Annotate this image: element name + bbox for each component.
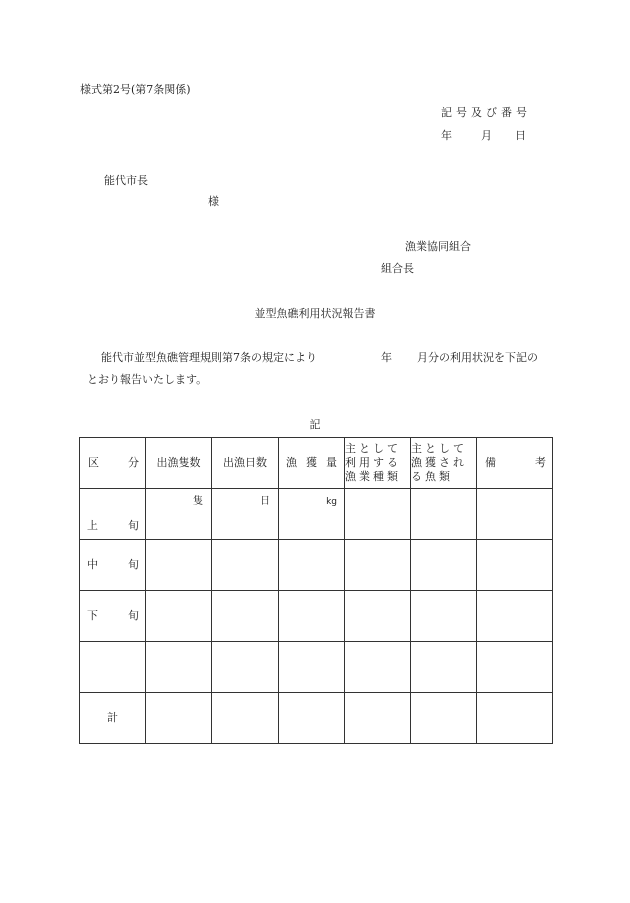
- cell-days[interactable]: [212, 591, 279, 642]
- form-label: 様式第2号(第7条関係): [80, 83, 191, 96]
- cell-gear-type[interactable]: [345, 642, 411, 693]
- cell-remarks[interactable]: [477, 489, 553, 540]
- cell-gear-type[interactable]: [345, 693, 411, 744]
- header-remarks: 備 考: [477, 438, 553, 489]
- cell-days[interactable]: [212, 693, 279, 744]
- association-name: 漁業協同組合: [405, 240, 471, 253]
- cell-remarks[interactable]: [477, 642, 553, 693]
- row-label: 上 旬: [80, 489, 146, 540]
- header-fish-species: 主として 漁獲され る魚類: [411, 438, 477, 489]
- report-table: [79, 437, 553, 744]
- cell-catch[interactable]: [279, 693, 345, 744]
- table-total-row: [80, 693, 553, 744]
- cell-vessels[interactable]: [146, 642, 212, 693]
- cell-vessels[interactable]: [146, 591, 212, 642]
- cell-catch[interactable]: [279, 540, 345, 591]
- cell-fish-species[interactable]: [411, 489, 477, 540]
- cell-vessels[interactable]: [146, 489, 212, 540]
- table-row: [80, 642, 553, 693]
- association-head: 組合長: [381, 262, 414, 275]
- cell-fish-species[interactable]: [411, 540, 477, 591]
- addressee-name: 能代市長: [104, 174, 148, 187]
- total-label: 計: [80, 693, 146, 744]
- cell-gear-type[interactable]: [345, 591, 411, 642]
- ki-heading: 記: [309, 418, 321, 431]
- body-text-b: 月分の利用状況を下記の: [417, 351, 538, 364]
- unit-vessels: 隻: [193, 496, 203, 507]
- header-kubun: 区 分: [80, 438, 146, 489]
- cell-days[interactable]: [212, 489, 279, 540]
- date-line: [441, 127, 526, 143]
- cell-remarks[interactable]: [477, 693, 553, 744]
- cell-remarks[interactable]: [477, 540, 553, 591]
- cell-days[interactable]: [212, 642, 279, 693]
- date-day: 日: [515, 129, 526, 142]
- doc-number-label: 記号及び番号: [441, 106, 531, 119]
- cell-days[interactable]: [212, 540, 279, 591]
- cell-gear-type[interactable]: [345, 489, 411, 540]
- header-vessels: 出漁隻数: [146, 438, 212, 489]
- cell-catch[interactable]: [279, 591, 345, 642]
- date-year: 年: [441, 129, 452, 142]
- row-label: 下 旬: [80, 591, 146, 642]
- cell-catch[interactable]: [279, 489, 345, 540]
- body-year: 年: [381, 351, 392, 364]
- header-days: 出漁日数: [212, 438, 279, 489]
- cell-catch[interactable]: [279, 642, 345, 693]
- unit-days: 日: [260, 496, 270, 507]
- cell-vessels[interactable]: [146, 540, 212, 591]
- table-row: [80, 489, 553, 540]
- document-title: 並型魚礁利用状況報告書: [254, 307, 376, 320]
- cell-fish-species[interactable]: [411, 591, 477, 642]
- cell-vessels[interactable]: [146, 693, 212, 744]
- cell-gear-type[interactable]: [345, 540, 411, 591]
- table-row: [80, 540, 553, 591]
- header-gear-type: 主として 利用する 漁業種類: [345, 438, 411, 489]
- cell-fish-species[interactable]: [411, 642, 477, 693]
- row-label: 中 旬: [80, 540, 146, 591]
- table-header-row: [80, 438, 553, 489]
- unit-catch: kg: [326, 497, 337, 507]
- row-label[interactable]: [80, 642, 146, 693]
- body-text-a: 能代市並型魚礁管理規則第7条の規定により: [101, 351, 317, 364]
- table-row: [80, 591, 553, 642]
- addressee-honorific: 様: [208, 195, 219, 208]
- header-catch: 漁 獲 量: [279, 438, 345, 489]
- cell-fish-species[interactable]: [411, 693, 477, 744]
- body-line-2: とおり報告いたします。: [87, 373, 208, 386]
- date-month: 月: [481, 129, 492, 142]
- cell-remarks[interactable]: [477, 591, 553, 642]
